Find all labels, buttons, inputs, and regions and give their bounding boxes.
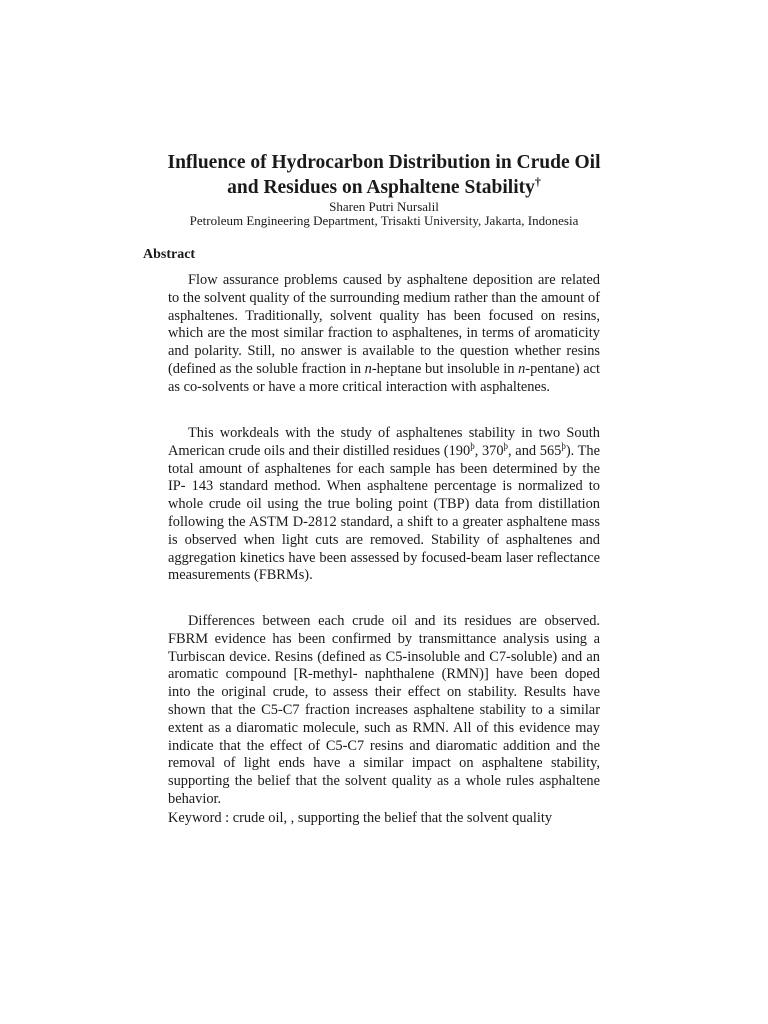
title-footnote-mark: † [534, 174, 541, 189]
p2-text-d: ). The total amount of asphaltenes for each sample has been determined by the IP- 143 standard method. When asphaltene percentage is normalized to whole crude oil using the true boling point (TBP) data from distillation following the ASTM D-2812 standard, a shift to a greater asphaltene mass is observed when light cuts are removed. Stability of asphaltenes and aggregation kinetics have been assessed by focused-beam laser reflectance measurements (FBRMs). [168, 442, 601, 584]
p2-text-a: This workdeals with the study of asphaltenes stability in two South American crude oils and their distilled residues (190 [168, 425, 600, 459]
p1-text-a: Flow assurance problems caused by asphaltene deposition are related to the solvent quality of the surrounding medium rather than the amount of asphaltenes. Traditionally, solvent quality has been focused on resins, which are the most similar fraction to asphaltenes, in terms of aromaticity and polarity. Still, no answer is available to the question whether resins (defined as the soluble fraction in [168, 272, 600, 377]
author-affiliation: Petroleum Engineering Department, Trisakti University, Jakarta, Indonesia [189, 213, 579, 228]
p1-text-c: -pentane) act as co-solvents or have a more critical interaction with asphaltenes. [168, 360, 600, 395]
p2-superscript-3: þ [561, 441, 566, 451]
paper-title [120, 150, 648, 200]
abstract-paragraph-2 [168, 425, 600, 585]
p2-text-c: , and 565 [508, 442, 562, 459]
abstract-paragraph-1 [168, 272, 600, 397]
title-line-2-text: and Residues on Asphaltene Stability [227, 177, 535, 198]
author-name: Sharen Putri Nursalil [329, 199, 439, 214]
abstract-heading: Abstract [143, 247, 196, 262]
keywords-line: Keyword : crude oil, , supporting the belief that the solvent quality [168, 810, 553, 826]
p2-superscript-1: þ [470, 441, 475, 451]
p1-text-b: -heptane but insoluble in [371, 360, 519, 377]
abstract-paragraph-3: Differences between each crude oil and its residues are observed. FBRM evidence has been confirmed by transmittance analysis using a Turbiscan device. Resins (defined as C5-insoluble and C7-soluble) and an aromatic compound [R-methyl- naphthalene (RMN)] have been doped into the original crude, to assess their effect on stability. Results have shown that the C5-C7 fraction increases asphaltene stability to a similar extent as a diaromatic molecule, such as RMN. All of this evidence may indicate that the effect of C5-C7 resins and diaromatic addition and the removal of light ends have a similar impact on asphaltene stability, supporting the belief that the solvent quality as a whole rules asphaltene behavior. [168, 613, 600, 807]
p1-italic-n-2: n [518, 360, 526, 377]
title-line-1: Influence of Hydrocarbon Distribution in Crude Oil [167, 152, 601, 173]
title-line-2 [120, 175, 648, 200]
p2-text-b: , 370 [474, 442, 504, 459]
p1-italic-n-1: n [364, 360, 372, 377]
p2-superscript-2: þ [503, 441, 509, 451]
